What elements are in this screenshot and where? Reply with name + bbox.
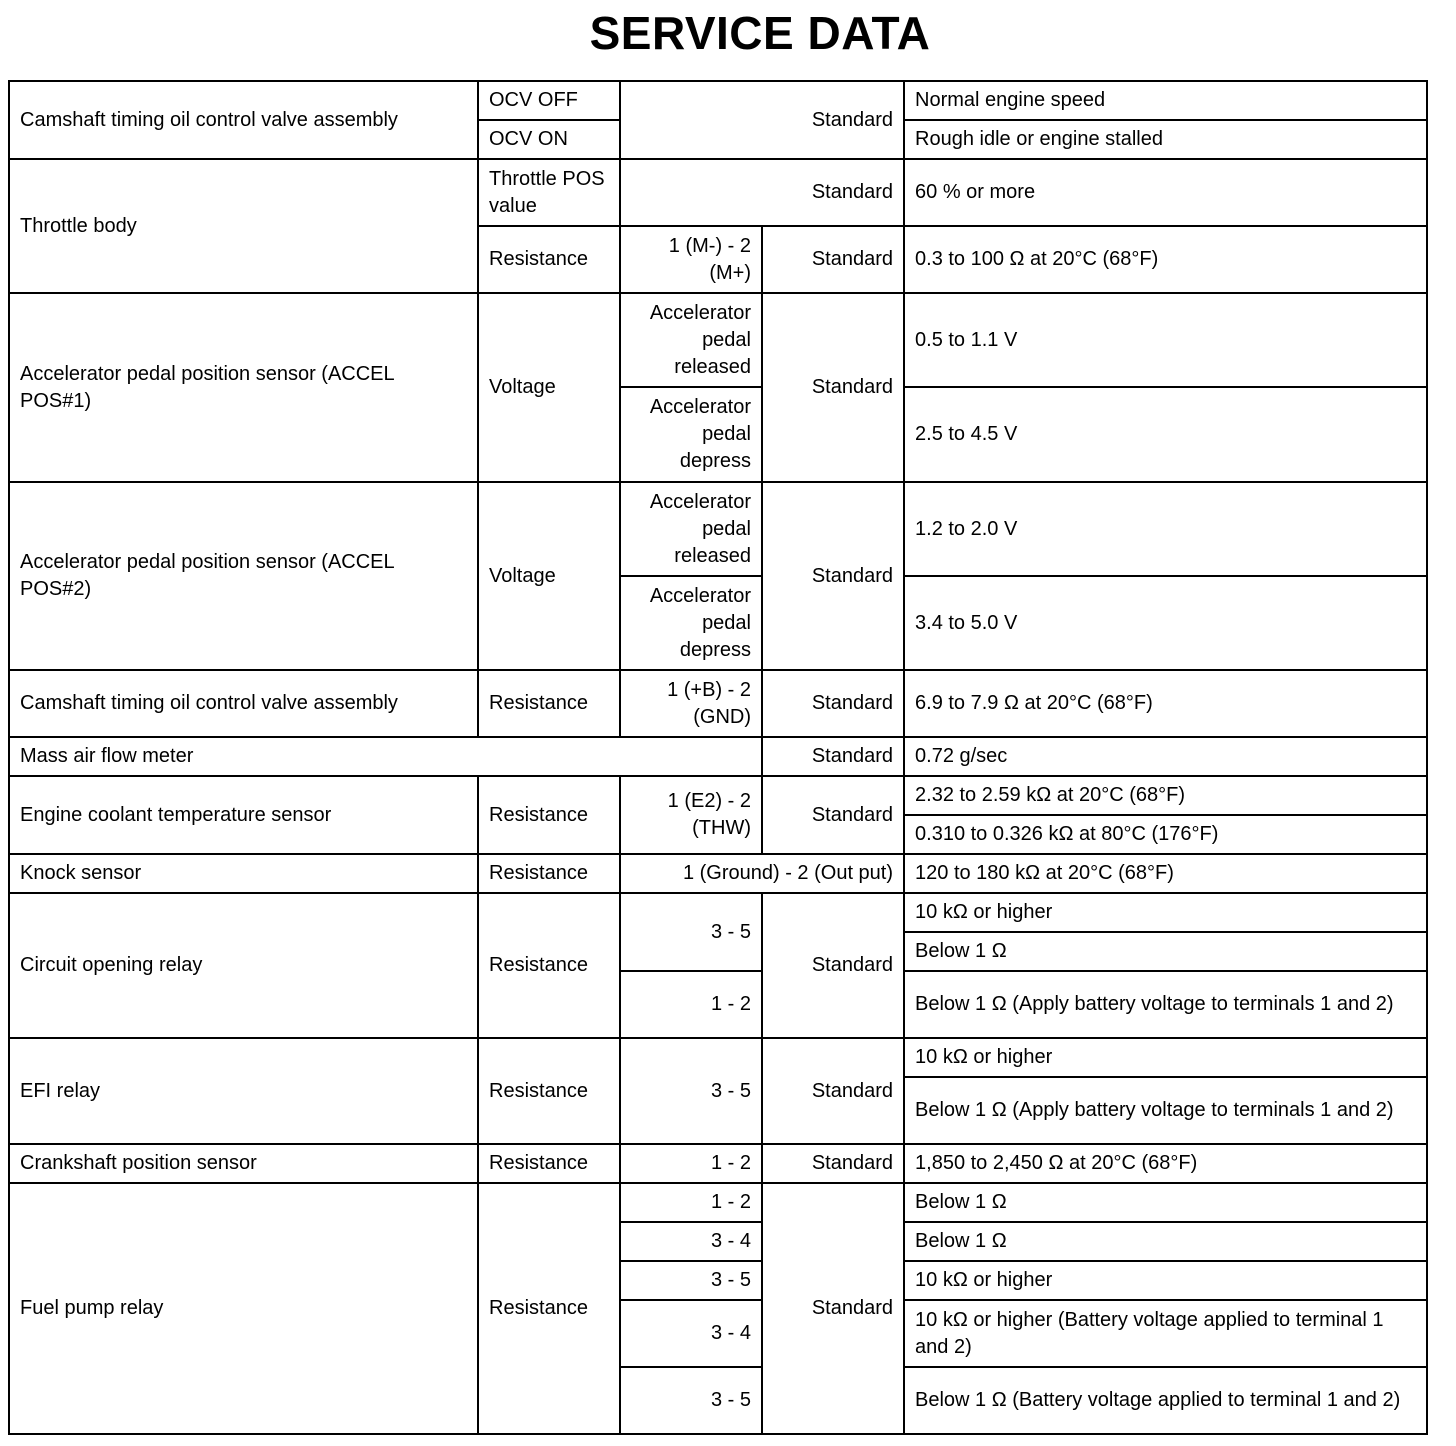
value-cell: 2.32 to 2.59 kΩ at 20°C (68°F) <box>904 776 1427 815</box>
value-cell: Below 1 Ω <box>904 1183 1427 1222</box>
value-cell: Normal engine speed <box>904 81 1427 120</box>
value-cell: Below 1 Ω <box>904 1222 1427 1261</box>
standard-cell: Standard <box>762 737 904 776</box>
item-cell: Engine coolant temperature sensor <box>9 776 478 854</box>
terminal-cell: 1 (E2) - 2 (THW) <box>620 776 762 854</box>
value-cell: 2.5 to 4.5 V <box>904 387 1427 482</box>
terminal-cell: 1 (M-) - 2 (M+) <box>620 226 762 293</box>
table-row <box>9 893 1427 932</box>
table-row <box>9 1183 1427 1222</box>
value-cell: 1.2 to 2.0 V <box>904 482 1427 576</box>
value-cell: Below 1 Ω (Battery voltage applied to terminal 1 and 2) <box>904 1367 1427 1434</box>
standard-cell: Standard <box>620 81 904 159</box>
condition-cell: OCV OFF <box>478 81 620 120</box>
value-cell: 60 % or more <box>904 159 1427 226</box>
standard-cell: Standard <box>762 776 904 854</box>
table-row <box>9 293 1427 387</box>
value-cell: 10 kΩ or higher (Battery voltage applied to terminal 1 and 2) <box>904 1300 1427 1367</box>
terminal-cell: 3 - 4 <box>620 1222 762 1261</box>
standard-cell: Standard <box>620 159 904 226</box>
standard-cell: Standard <box>762 293 904 482</box>
page-title: SERVICE DATA <box>589 7 931 59</box>
condition-cell: Accelerator pedal depress <box>620 387 762 482</box>
item-cell: Camshaft timing oil control valve assembly <box>9 670 478 737</box>
value-cell: Below 1 Ω (Apply battery voltage to terminals 1 and 2) <box>904 971 1427 1038</box>
item-cell: Circuit opening relay <box>9 893 478 1038</box>
standard-cell: Standard <box>762 893 904 1038</box>
check-cell: Voltage <box>478 482 620 670</box>
value-cell: 120 to 180 kΩ at 20°C (68°F) <box>904 854 1427 893</box>
condition-cell: Accelerator pedal released <box>620 293 762 387</box>
table-row <box>9 670 1427 737</box>
check-cell: Voltage <box>478 293 620 482</box>
item-cell: Mass air flow meter <box>9 737 762 776</box>
terminal-cell: 3 - 5 <box>620 1367 762 1434</box>
value-cell: 0.5 to 1.1 V <box>904 293 1427 387</box>
standard-cell: Standard <box>762 1038 904 1144</box>
value-cell: 10 kΩ or higher <box>904 1261 1427 1300</box>
item-cell: Accelerator pedal position sensor (ACCEL POS#2) <box>9 482 478 670</box>
terminal-cell: 1 - 2 <box>620 971 762 1038</box>
service-data-table <box>8 80 1428 1435</box>
table-row <box>9 159 1427 226</box>
terminal-cell: 1 - 2 <box>620 1144 762 1183</box>
table-row <box>9 776 1427 815</box>
terminal-cell: 3 - 5 <box>620 1038 762 1144</box>
table-row <box>9 737 1427 776</box>
condition-cell: Accelerator pedal depress <box>620 576 762 670</box>
value-cell: 1,850 to 2,450 Ω at 20°C (68°F) <box>904 1144 1427 1183</box>
table-row <box>9 81 1427 120</box>
condition-cell: Throttle POS value <box>478 159 620 226</box>
item-cell: Camshaft timing oil control valve assembly <box>9 81 478 159</box>
standard-cell: Standard <box>762 1144 904 1183</box>
check-cell: Resistance <box>478 1038 620 1144</box>
value-cell: Below 1 Ω <box>904 932 1427 971</box>
table-row <box>9 854 1427 893</box>
table-row <box>9 482 1427 576</box>
item-cell: EFI relay <box>9 1038 478 1144</box>
condition-cell: Accelerator pedal released <box>620 482 762 576</box>
table-row <box>9 1144 1427 1183</box>
value-cell: 3.4 to 5.0 V <box>904 576 1427 670</box>
value-cell: 0.72 g/sec <box>904 737 1427 776</box>
item-cell: Fuel pump relay <box>9 1183 478 1434</box>
check-cell: Resistance <box>478 854 620 893</box>
check-cell: Resistance <box>478 1183 620 1434</box>
value-cell: 6.9 to 7.9 Ω at 20°C (68°F) <box>904 670 1427 737</box>
table-row <box>9 1038 1427 1077</box>
standard-cell: Standard <box>762 1183 904 1434</box>
value-cell: 10 kΩ or higher <box>904 893 1427 932</box>
item-cell: Accelerator pedal position sensor (ACCEL POS#1) <box>9 293 478 482</box>
standard-cell: Standard <box>762 226 904 293</box>
item-cell: Throttle body <box>9 159 478 293</box>
terminal-cell: 3 - 4 <box>620 1300 762 1367</box>
terminal-cell: 1 (+B) - 2 (GND) <box>620 670 762 737</box>
terminal-cell: 1 (Ground) - 2 (Out put) <box>620 854 904 893</box>
terminal-cell: 1 - 2 <box>620 1183 762 1222</box>
check-cell: Resistance <box>478 670 620 737</box>
item-cell: Crankshaft position sensor <box>9 1144 478 1183</box>
standard-cell: Standard <box>762 670 904 737</box>
check-cell: Resistance <box>478 1144 620 1183</box>
condition-cell: OCV ON <box>478 120 620 159</box>
value-cell: Rough idle or engine stalled <box>904 120 1427 159</box>
terminal-cell: 3 - 5 <box>620 1261 762 1300</box>
value-cell: 0.3 to 100 Ω at 20°C (68°F) <box>904 226 1427 293</box>
item-cell: Knock sensor <box>9 854 478 893</box>
check-cell: Resistance <box>478 226 620 293</box>
check-cell: Resistance <box>478 893 620 1038</box>
check-cell: Resistance <box>478 776 620 854</box>
value-cell: 10 kΩ or higher <box>904 1038 1427 1077</box>
value-cell: 0.310 to 0.326 kΩ at 80°C (176°F) <box>904 815 1427 854</box>
standard-cell: Standard <box>762 482 904 670</box>
value-cell: Below 1 Ω (Apply battery voltage to terminals 1 and 2) <box>904 1077 1427 1144</box>
terminal-cell: 3 - 5 <box>620 893 762 971</box>
